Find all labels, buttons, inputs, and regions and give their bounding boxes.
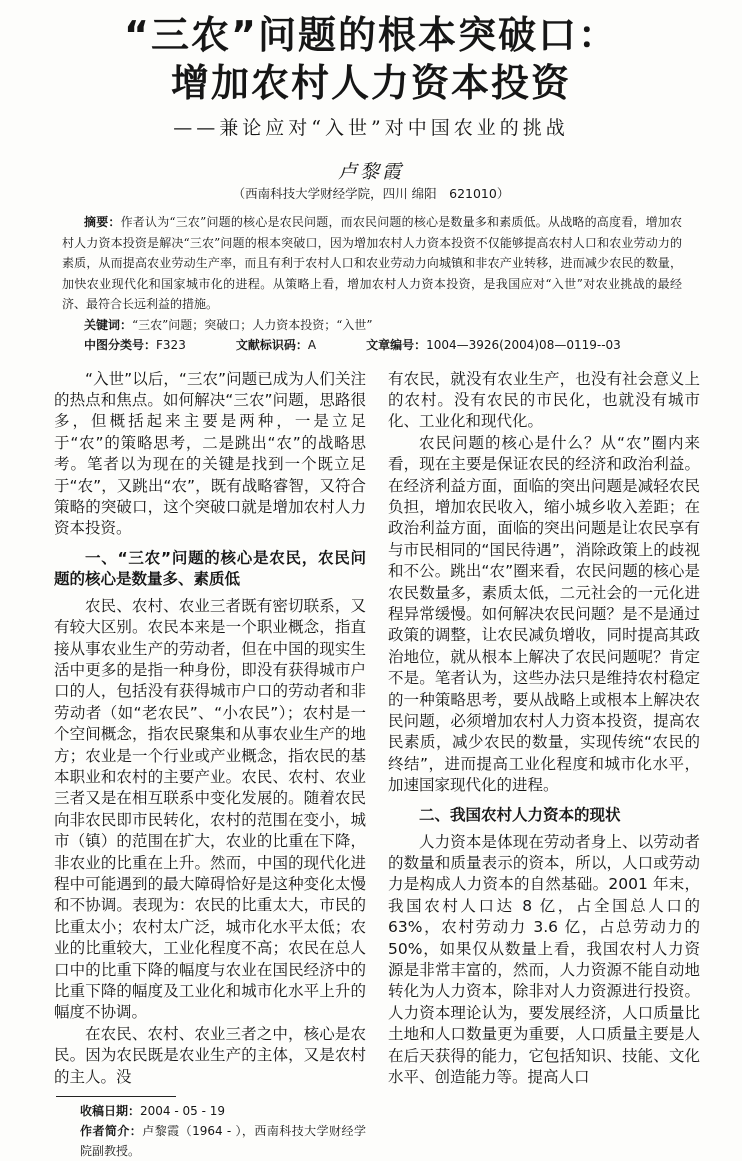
keywords-text: “三农”问题；突破口；人力资本投资；“入世” [132, 318, 373, 332]
section-heading-1: 一、“三农”问题的核心是农民，农民问题的核心是数量多、素质低 [54, 548, 366, 590]
paragraph: 有农民，就没有农业生产，也没有社会意义上的农村。没有农民的市民化，也就没有城市化、工业化和现代化。 [388, 369, 700, 433]
bio-text: 卢黎霞（1964 - ），西南科技大学财经学院副教授。 [80, 1124, 366, 1158]
paragraph: 在农民、农村、农业三者之中，核心是农民。因为农民既是农业生产的主体，又是农村的主人。没 [54, 1024, 366, 1088]
subtitle: ——兼论应对“入世”对中国农业的挑战 [0, 116, 742, 140]
affiliation: （西南科技大学财经学院，四川 绵阳 621010） [0, 186, 742, 202]
keywords-label: 关键词： [84, 318, 132, 332]
received-date: 2004 - 05 - 19 [140, 1104, 225, 1118]
author: 卢黎霞 [0, 160, 742, 184]
footnote-received [80, 1101, 366, 1121]
doc-code-value: A [308, 338, 316, 352]
article-number-label: 文章编号： [366, 338, 426, 352]
bio-label: 作者简介： [80, 1124, 142, 1138]
abstract-label: 摘要： [84, 215, 121, 229]
doc-code-label: 文献标识码： [236, 338, 308, 352]
keywords [84, 315, 684, 335]
clc-label: 中图分类号： [84, 338, 156, 352]
section-heading-2: 二、我国农村人力资本的现状 [388, 805, 700, 826]
received-label: 收稿日期： [80, 1104, 140, 1118]
document-code [236, 335, 316, 355]
abstract [62, 212, 682, 315]
paragraph: 人力资本是体现在劳动者身上、以劳动者的数量和质量表示的资本，所以，人口或劳动力是构成人力资本的自然基础。2001 年末，我国农村人口达 8 亿，占全国总人口的 63%，农村劳动力 3.6 亿，占总劳动力的 50%，如果仅从数量上看，我国农村人力资源是非常丰富的，然而，人力资源不能自动地转化为人力资本，除非对人力资源进行投资。人力资本理论认为，要发展经济，人口质量比土地和人口数量更为重要，人口质量主要是人在后天获得的能力，它包括知识、技能、文化水平、创造能力等。提高人口 [388, 832, 700, 1089]
classification-line [84, 335, 704, 355]
article-number-value: 1004—3926(2004)08—0119--03 [426, 338, 621, 352]
footnote-author-bio [80, 1121, 366, 1161]
left-column [54, 369, 366, 1161]
title-line-2: 增加农村人力资本投资 [0, 60, 742, 106]
clc-number [84, 335, 186, 355]
right-column [388, 369, 700, 1161]
paragraph: “入世”以后，“三农”问题已成为人们关注的热点和焦点。如何解决“三农”问题，思路很多，但概括起来主要是两种，一是立足于“农”的策略思考，二是跳出“农”的战略思考。笔者以为现在的关键是找到一个既立足于“农”，又跳出“农”，既有战略睿智，又符合策略的突破口，这个突破口就是增加农村人力资本投资。 [54, 369, 366, 540]
paragraph: 农民、农村、农业三者既有密切联系，又有较大区别。农民本来是一个职业概念，指直接从事农业生产的劳动者，但在中国的现实生活中更多的是指一种身份，即没有获得城市户口的人，包括没有获得城市户口的劳动者和非劳动者（如“老农民”、“小农民”）；农村是一个空间概念，指农民聚集和从事农业生产的地方；农业是一个行业或产业概念，指农民的基本职业和农村的主要产业。农民、农村、农业三者又是在相互联系中变化发展的。随着农民向非农民即市民转化，农村的范围在变小，城市（镇）的范围在扩大，农业的比重在下降，非农业的比重在上升。然而，中国的现代化进程中可能遇到的最大障碍恰好是这种变化太慢和不协调。表现为：农民的比重太大，市民的比重太小；农村太广泛，城市化水平太低；农业的比重较大，工业化程度不高；农民在总人口中的比重下降的幅度与农业在国民经济中的比重下降的幅度及工业化和城市化水平上升的幅度不协调。 [54, 596, 366, 1024]
paragraph: 农民问题的核心是什么？从“农”圈内来看，现在主要是保证农民的经济和政治利益。在经济利益方面，面临的突出问题是减轻农民负担，增加农民收入，缩小城乡收入差距；在政治利益方面，面临的突出问题是让农民享有与市民相同的“国民待遇”，消除政策上的歧视和不公。跳出“农”圈来看，农民问题的核心是农民数量多，素质太低，二元社会的一元化进程异常缓慢。如何解决农民问题？是不是通过政策的调整，让农民减负增收，同时提高其政治地位，就从根本上解决了农民问题呢？肯定不是。笔者认为，这些办法只是维持农村稳定的一种策略思考，要从战略上或根本上解决农民问题，必须增加农村人力资本投资，提高农民素质，减少农民的数量，实现传统“农民的终结”，进而提高工业化程度和城市化水平，加速国家现代化的进程。 [388, 433, 700, 797]
article-main [0, 212, 742, 1161]
footnote-divider [56, 1096, 176, 1097]
article-number [366, 335, 621, 355]
clc-value: F323 [156, 338, 186, 352]
article-body [54, 369, 700, 1161]
abstract-text: 作者认为“三农”问题的核心是农民问题，而农民问题的核心是数量多和素质低。从战略的高度看，增加农村人力资本投资是解决“三农”问题的根本突破口，因为增加农村人力资本投资不仅能够提高农村人口和农业劳动力的素质，从而提高农业劳动生产率，而且有利于农村人口和农业劳动力向城镇和非农产业转移，进而减少农民的数量，加快农业现代化和国家城市化的进程。从策略上看，增加农村人力资本投资，是我国应对“入世”对农业挑战的最经济、最符合长远利益的措施。 [62, 215, 682, 311]
title-line-1: “三农”问题的根本突破口： [0, 12, 742, 58]
footnotes [54, 1096, 366, 1161]
